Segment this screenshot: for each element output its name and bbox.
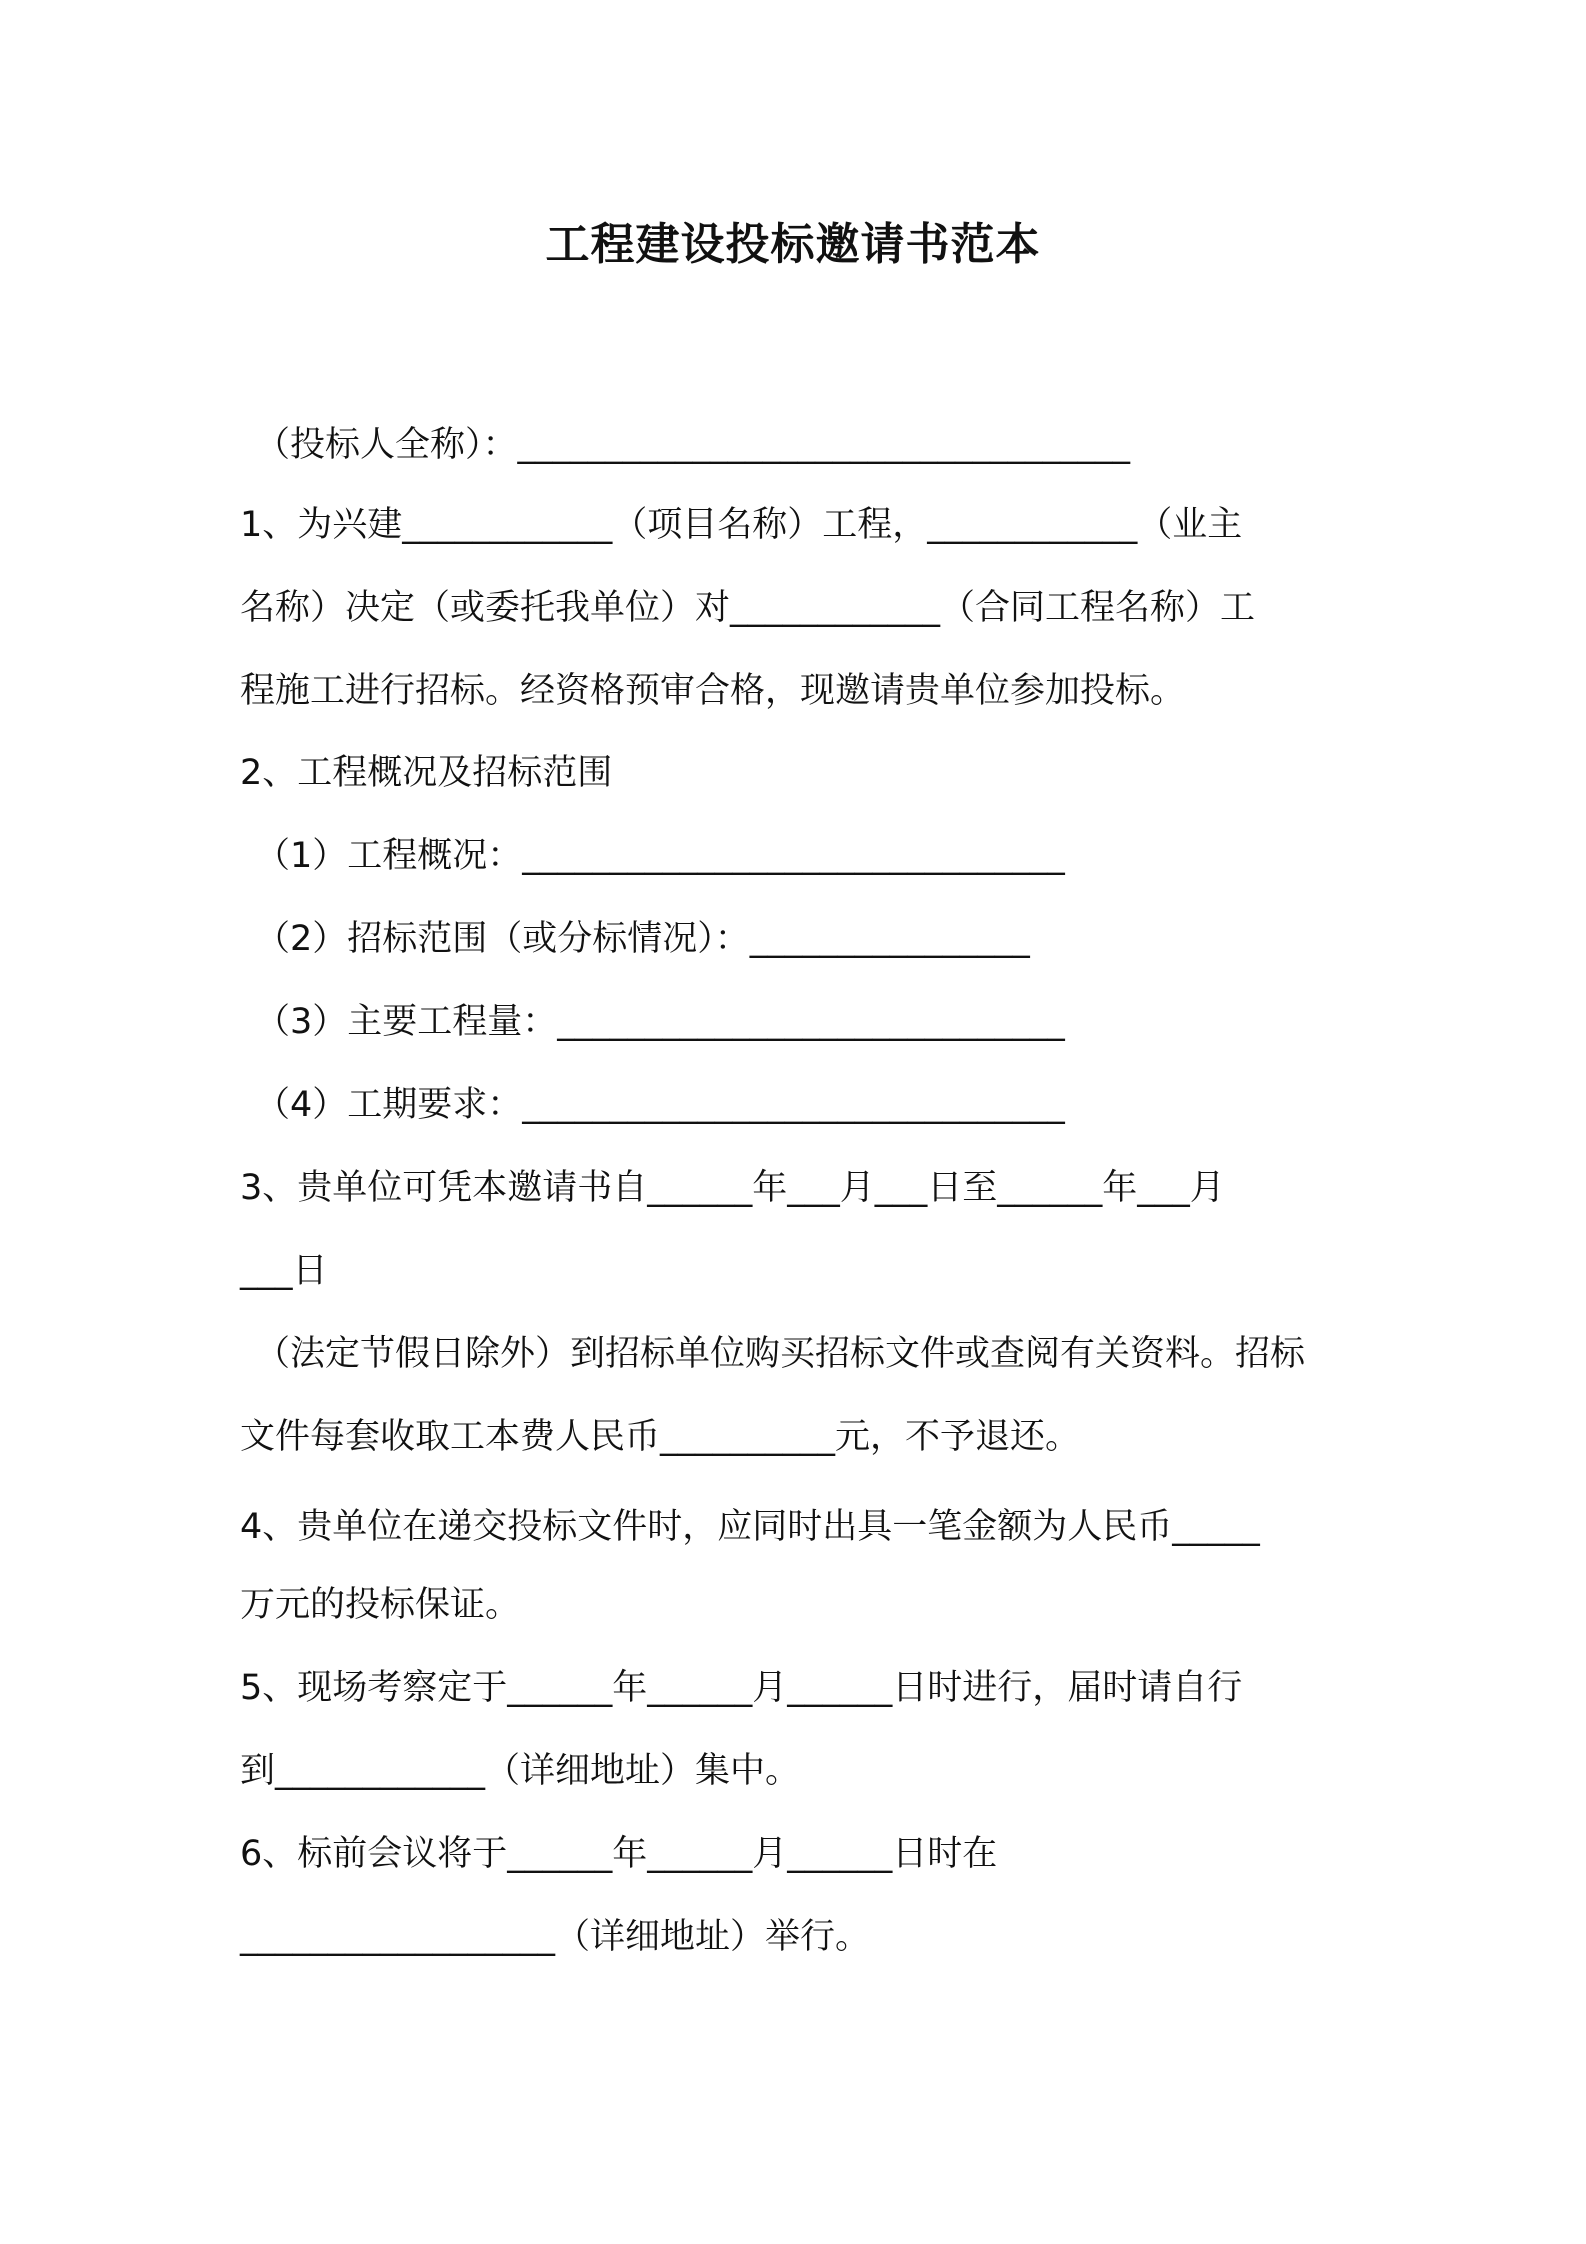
paragraph-3-line-2 [0,1246,1586,1296]
paragraph-text: 名称）决定（或委托我单位）对____________（合同工程名称）工 [240,588,1256,628]
addressee-line [0,420,1586,470]
addressee-text: （投标人全称）：___________________________________ [255,425,1131,465]
list-item-text: （2）招标范围（或分标情况）：________________ [255,919,1030,959]
paragraph-3-line-1 [0,1163,1586,1213]
paragraph-6-line-1 [0,1829,1586,1879]
paragraph-6-line-2 [0,1912,1586,1962]
paragraph-text: 程施工进行招标。经资格预审合格，现邀请贵单位参加投标。 [240,671,1186,711]
paragraph-4-line-1 [0,1502,1586,1552]
paragraph-text: 3、贵单位可凭本邀请书自______年___月___日至______年___月 [240,1168,1225,1208]
section-2-heading [0,748,1586,798]
paragraph-text: ___日 [240,1251,328,1291]
paragraph-1-line-1 [0,500,1586,550]
list-item-text: （3）主要工程量：_____________________________ [255,1002,1065,1042]
paragraph-text: （法定节假日除外）到招标单位购买招标文件或查阅有关资料。招标 [255,1334,1306,1374]
paragraph-1-line-3 [0,666,1586,716]
section-heading-text: 2、工程概况及招标范围 [240,753,613,793]
list-item-text: （1）工程概况：_______________________________ [255,836,1065,876]
section-2-item-3 [0,997,1586,1047]
paragraph-text: 到____________（详细地址）集中。 [240,1751,801,1791]
paragraph-3-line-3 [0,1329,1586,1379]
paragraph-text: 4、贵单位在递交投标文件时，应同时出具一笔金额为人民币_____ [240,1507,1260,1547]
paragraph-3-line-4 [0,1412,1586,1462]
section-2-item-1 [0,831,1586,881]
paragraph-text: 万元的投标保证。 [240,1585,521,1625]
paragraph-text: 6、标前会议将于______年______月______日时在 [240,1834,998,1874]
list-item-text: （4）工期要求：_______________________________ [255,1085,1065,1125]
paragraph-text: 5、现场考察定于______年______月______日时进行，届时请自行 [240,1668,1243,1708]
paragraph-4-line-2 [0,1580,1586,1630]
paragraph-text: 1、为兴建____________（项目名称）工程，____________（业主 [240,505,1243,545]
paragraph-5-line-2 [0,1746,1586,1796]
document-title: 工程建设投标邀请书范本 [545,219,1041,270]
section-2-item-2 [0,914,1586,964]
paragraph-5-line-1 [0,1663,1586,1713]
section-2-item-4 [0,1080,1586,1130]
paragraph-1-line-2 [0,583,1586,633]
paragraph-text: __________________（详细地址）举行。 [240,1917,871,1957]
paragraph-text: 文件每套收取工本费人民币__________元，不予退还。 [240,1417,1081,1457]
